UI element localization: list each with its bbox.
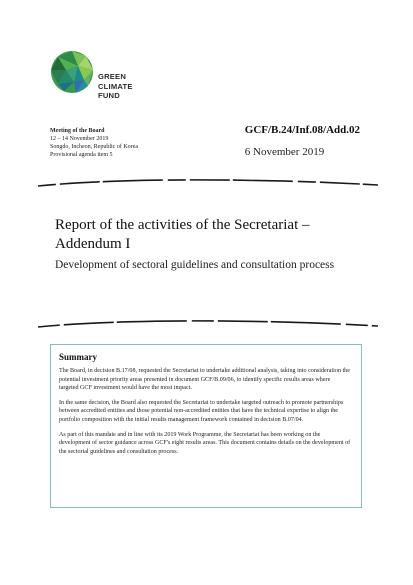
meeting-dates: 12 – 14 November 2019 [50, 136, 109, 142]
logo-wordmark [98, 72, 133, 101]
logo-line-green: GREEN [98, 72, 127, 81]
logo-line-climate: CLIMATE [98, 81, 133, 91]
meeting-label: Meeting of the Board [50, 128, 105, 134]
divider-wave-bottom [38, 318, 378, 332]
logo-line-fund: FUND [98, 91, 120, 100]
globe-logo-icon [50, 50, 94, 94]
document-info [245, 124, 360, 158]
summary-box [50, 344, 362, 508]
summary-paragraph: In the same decision, the Board also requested the Secretariat to undertake targeted outreach to promote partnerships between accredited entities and those potential non-accredited entities that have the technical expertise to align the portfolio composition with the initial results management framework contained in decision B.07/04. [59, 399, 344, 423]
divider-wave-top [38, 177, 378, 191]
meeting-info [50, 127, 138, 159]
summary-heading: Summary [59, 352, 97, 362]
summary-paragraph: As part of this mandate and in line with its 2019 Work Programme, the Secretariat has been working on the development of sector guidance across GCF's eight results areas. This document contains details on the development of the sectorial guidelines and consultation process. [59, 431, 351, 455]
meeting-location: Songdo, Incheon, Republic of Korea [50, 144, 138, 150]
page-title: Report of the activities of the Secretariat – Addendum I [55, 217, 310, 252]
agenda-item: Provisional agenda item 5 [50, 152, 113, 158]
summary-paragraph: The Board, in decision B.17/08, requested the Secretariat to undertake additional analysis, taking into consideration the potential investment priority areas presented in document GCF/B.09/06, to identify specific results areas where targeted GCF investment would have the most impact. [59, 368, 350, 392]
gcf-logo [50, 50, 170, 110]
page-subtitle: Development of sectoral guidelines and consultation process [55, 259, 335, 271]
document-date: 6 November 2019 [244, 146, 325, 158]
document-symbol: GCF/B.24/Inf.08/Add.02 [244, 124, 360, 136]
